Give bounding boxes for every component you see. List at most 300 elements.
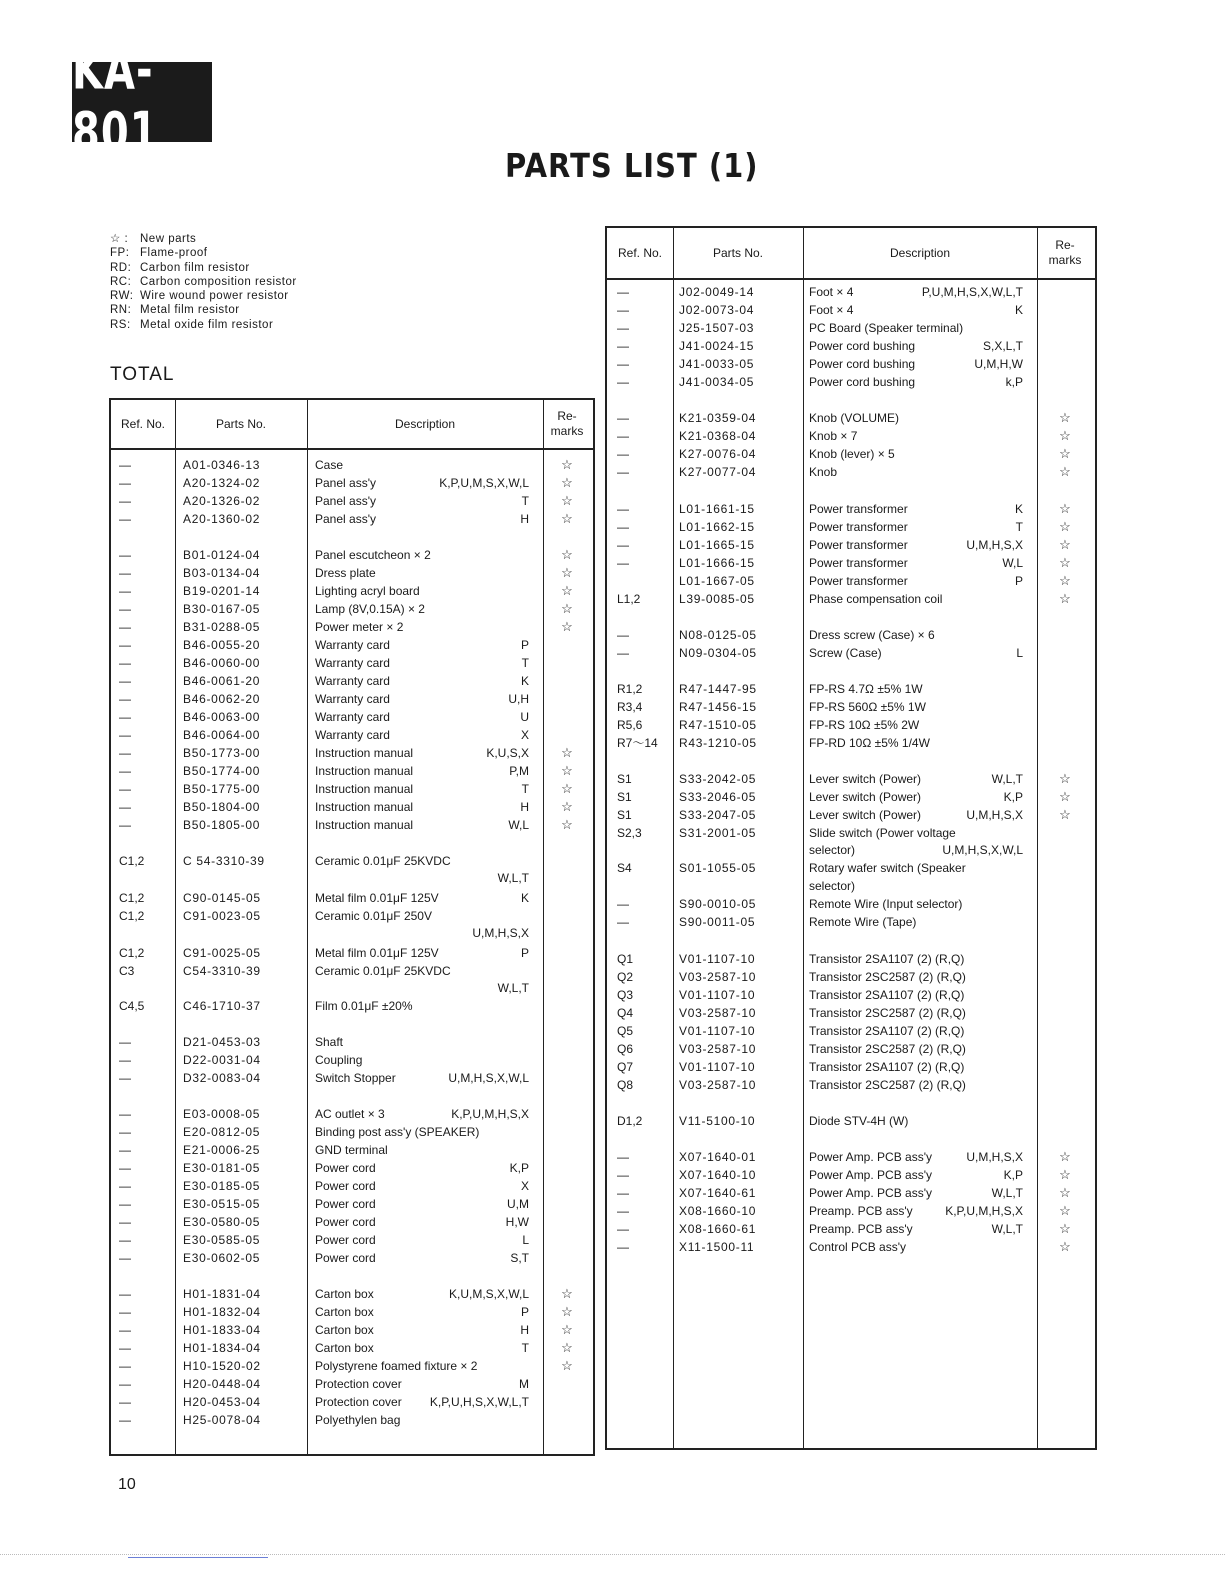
parts-no-cell: B46-0063-00 [183, 710, 261, 724]
table-row [111, 546, 593, 564]
legend-key: RC: [110, 275, 132, 288]
remarks-cell: ☆ [1059, 428, 1071, 443]
description-cell: Power cord [315, 1215, 376, 1229]
destination-codes: H [520, 800, 529, 814]
description-cell: Transistor 2SC2587 (2) (R,Q) [809, 1078, 966, 1092]
ref-no-cell: — [617, 1240, 629, 1254]
description-cell: Foot × 4 [809, 303, 854, 317]
description-cell: Power transformer [809, 538, 908, 552]
destination-codes: T [521, 656, 529, 670]
remarks-cell: ☆ [561, 1358, 573, 1373]
table-row [607, 680, 1095, 698]
parts-no-cell: N08-0125-05 [679, 628, 757, 642]
ref-no-cell: — [119, 1377, 131, 1391]
ref-no-cell: — [119, 494, 131, 508]
ref-no-cell: — [119, 1107, 131, 1121]
parts-no-cell: J41-0033-05 [679, 357, 755, 371]
description-cell: Panel ass'y [315, 512, 376, 526]
description-cell: FP-RD 10Ω ±5% 1/4W [809, 736, 930, 750]
description-cell: Lamp (8V,0.15A) × 2 [315, 602, 425, 616]
parts-no-cell: R47-1456-15 [679, 700, 757, 714]
table-row [111, 816, 593, 834]
table-row [111, 889, 593, 907]
description-cell: Rotary wafer switch (Speaker [809, 861, 966, 875]
parts-table-left [109, 398, 595, 1456]
description-cell: Preamp. PCB ass'y [809, 1222, 913, 1236]
ref-no-cell: Q3 [617, 988, 634, 1002]
description-cell: Transistor 2SC2587 (2) (R,Q) [809, 970, 966, 984]
ref-no-cell: — [119, 1287, 131, 1301]
description-cell: Knob × 7 [809, 429, 858, 443]
description-cell: Protection cover [315, 1377, 402, 1391]
parts-no-cell: B50-1773-00 [183, 746, 261, 760]
parts-no-cell: C 54-3310-39 [183, 854, 265, 868]
ref-no-cell: — [119, 476, 131, 490]
parts-no-cell: C91-0023-05 [183, 909, 261, 923]
ref-no-cell: — [119, 746, 131, 760]
parts-no-cell: E30-0602-05 [183, 1251, 261, 1265]
destination-codes: U,M,H,S,X [966, 1150, 1023, 1164]
parts-no-cell: B30-0167-05 [183, 602, 261, 616]
ref-no-cell: C1,2 [119, 854, 145, 868]
description-cell: Transistor 2SA1107 (2) (R,Q) [809, 1060, 965, 1074]
description-cell: Coupling [315, 1053, 363, 1067]
destination-codes: W,L,T [991, 1186, 1023, 1200]
table-row [111, 690, 593, 708]
parts-no-cell: L01-1665-15 [679, 538, 755, 552]
parts-no-cell: H01-1833-04 [183, 1323, 261, 1337]
remarks-cell: ☆ [1059, 1149, 1071, 1164]
remarks-cell: ☆ [561, 1322, 573, 1337]
model-logo [72, 39, 212, 165]
description-cell: Power meter × 2 [315, 620, 404, 634]
destination-codes: K,P,U,H,S,X,W,L,T [429, 1395, 529, 1409]
ref-no-cell: — [119, 1161, 131, 1175]
table-row [607, 536, 1095, 554]
ref-no-cell: — [119, 458, 131, 472]
ref-no-cell: — [119, 1197, 131, 1211]
legend-key: RN: [110, 304, 132, 317]
table-row [111, 869, 593, 887]
description-cell: AC outlet × 3 [315, 1107, 385, 1121]
table-row [607, 895, 1095, 913]
remarks-cell: ☆ [1059, 807, 1071, 822]
remarks-cell: ☆ [1059, 519, 1071, 534]
parts-table-right [605, 226, 1097, 1450]
ref-no-cell: — [119, 1251, 131, 1265]
destination-codes: P,U,M,H,S,X,W,L,T [921, 285, 1023, 299]
description-cell: Film 0.01μF ±20% [315, 999, 413, 1013]
parts-no-cell: H20-0448-04 [183, 1377, 261, 1391]
legend-key: FP: [110, 247, 130, 260]
table-row [111, 1213, 593, 1231]
remarks-cell: ☆ [561, 745, 573, 760]
parts-no-cell: L01-1667-05 [679, 574, 755, 588]
table-row [607, 1220, 1095, 1238]
description-cell: selector) [809, 879, 856, 893]
table-row [111, 1249, 593, 1267]
destination-codes: K [520, 891, 529, 905]
description-cell: Remote Wire (Input selector) [809, 897, 963, 911]
description-cell: Binding post ass'y (SPEAKER) [315, 1125, 480, 1139]
description-cell: Warranty card [315, 674, 390, 688]
description-cell: Dress screw (Case) × 6 [809, 628, 935, 642]
ref-no-cell: S1 [617, 808, 632, 822]
table-row [111, 997, 593, 1015]
table-row [607, 913, 1095, 931]
parts-no-cell: H01-1832-04 [183, 1305, 261, 1319]
ref-no-cell: — [119, 1035, 131, 1049]
description-cell: Case [315, 458, 344, 472]
table-row [111, 1339, 593, 1357]
description-cell: Power transformer [809, 556, 908, 570]
ref-no-cell: — [119, 1143, 131, 1157]
table-row [607, 841, 1095, 859]
parts-no-cell: B46-0055-20 [183, 638, 261, 652]
description-cell: Power transformer [809, 520, 908, 534]
table-header [607, 228, 1095, 280]
parts-no-cell: D32-0083-04 [183, 1071, 261, 1085]
ref-no-cell: R5,6 [617, 718, 643, 732]
parts-no-cell: K27-0076-04 [679, 447, 757, 461]
destination-codes: T [1015, 520, 1023, 534]
description-cell: Knob [809, 465, 838, 479]
description-cell: Carton box [315, 1341, 374, 1355]
remarks-cell: ☆ [1059, 1239, 1071, 1254]
parts-no-cell: B46-0060-00 [183, 656, 261, 670]
description-cell: Instruction manual [315, 764, 414, 778]
parts-no-cell: J25-1507-03 [679, 321, 755, 335]
table-row [607, 554, 1095, 572]
page-title: PARTS LIST (1) [505, 146, 759, 186]
table-row [111, 564, 593, 582]
remarks-cell: ☆ [1059, 410, 1071, 425]
description-cell: Protection cover [315, 1395, 402, 1409]
table-row [111, 1051, 593, 1069]
legend-item [110, 289, 297, 303]
ref-no-cell: S1 [617, 790, 632, 804]
ref-no-cell: D1,2 [617, 1114, 643, 1128]
table-row [111, 636, 593, 654]
parts-no-cell: E30-0185-05 [183, 1179, 261, 1193]
ref-no-cell: Q8 [617, 1078, 634, 1092]
parts-no-cell: K21-0359-04 [679, 411, 757, 425]
ref-no-cell: — [617, 1186, 629, 1200]
table-row [607, 859, 1095, 877]
ref-no-cell: C1,2 [119, 909, 145, 923]
table-row [607, 877, 1095, 895]
table-row [111, 456, 593, 474]
ref-no-cell: — [617, 502, 629, 516]
table-row [607, 626, 1095, 644]
destination-codes: U,M,H,S,X [472, 926, 529, 940]
description-cell: FP-RS 10Ω ±5% 2W [809, 718, 920, 732]
table-row [607, 734, 1095, 752]
description-cell: Power Amp. PCB ass'y [809, 1186, 932, 1200]
destination-codes: K,P,U,M,S,X,W,L [439, 476, 529, 490]
parts-no-cell: V11-5100-10 [679, 1114, 756, 1128]
destination-codes: P [520, 946, 529, 960]
description-cell: FP-RS 560Ω ±5% 1W [809, 700, 926, 714]
ref-no-cell: C1,2 [119, 891, 145, 905]
remarks-cell: ☆ [1059, 446, 1071, 461]
destination-codes: P [520, 638, 529, 652]
parts-no-cell: L01-1661-15 [679, 502, 755, 516]
ref-no-cell: — [119, 638, 131, 652]
ref-no-cell: — [617, 285, 629, 299]
description-cell: Carton box [315, 1323, 374, 1337]
parts-no-cell: X07-1640-10 [679, 1168, 757, 1182]
ref-no-cell: — [617, 1150, 629, 1164]
legend-key: ☆ : [110, 233, 129, 245]
description-cell: Power cord bushing [809, 339, 916, 353]
destination-codes: H,W [505, 1215, 529, 1229]
ref-no-cell: — [119, 1305, 131, 1319]
table-row [607, 644, 1095, 662]
table-row [607, 1112, 1095, 1130]
parts-no-cell: L01-1666-15 [679, 556, 755, 570]
description-cell: Ceramic 0.01μF 25KVDC [315, 854, 451, 868]
ref-no-cell: — [617, 303, 629, 317]
remarks-cell: ☆ [1059, 1185, 1071, 1200]
description-cell: Panel ass'y [315, 494, 376, 508]
destination-codes: K [520, 674, 529, 688]
remarks-cell: ☆ [1059, 537, 1071, 552]
parts-no-cell: X07-1640-01 [679, 1150, 757, 1164]
remarks-cell: ☆ [561, 547, 573, 562]
table-row [111, 962, 593, 980]
parts-no-cell: R43-1210-05 [679, 736, 757, 750]
table-row [111, 780, 593, 798]
destination-codes: K,P [1003, 790, 1023, 804]
table-row [607, 1202, 1095, 1220]
parts-no-cell: C54-3310-39 [183, 964, 261, 978]
description-cell: Warranty card [315, 710, 390, 724]
destination-codes: K,P,U,M,H,S,X [945, 1204, 1023, 1218]
description-cell: Lever switch (Power) [809, 772, 922, 786]
parts-no-cell: C46-1710-37 [183, 999, 261, 1013]
parts-no-cell: V03-2587-10 [679, 1042, 757, 1056]
legend-text: Metal film resistor [140, 304, 240, 317]
col-description: Description [889, 245, 951, 260]
destination-codes: U,M,H,S,X,W,L [448, 1071, 529, 1085]
description-cell: Power cord [315, 1197, 376, 1211]
parts-no-cell: R47-1510-05 [679, 718, 757, 732]
destination-codes: U,H [508, 692, 529, 706]
ref-no-cell: — [617, 339, 629, 353]
parts-no-cell: B03-0134-04 [183, 566, 261, 580]
description-cell: Power cord [315, 1233, 376, 1247]
legend-key: RS: [110, 318, 131, 331]
description-cell: Power cord [315, 1161, 376, 1175]
remarks-cell: ☆ [1059, 1203, 1071, 1218]
remarks-cell: ☆ [561, 781, 573, 796]
parts-no-cell: B46-0061-20 [183, 674, 261, 688]
parts-no-cell: J02-0049-14 [679, 285, 755, 299]
ref-no-cell: L1,2 [617, 592, 641, 606]
ref-no-cell: — [119, 512, 131, 526]
legend-item [110, 275, 297, 289]
description-cell: Warranty card [315, 656, 390, 670]
ref-no-cell: — [617, 429, 629, 443]
parts-no-cell: L39-0085-05 [679, 592, 755, 606]
ref-no-cell: — [617, 1204, 629, 1218]
ref-no-cell: — [119, 782, 131, 796]
parts-no-cell: S33-2046-05 [679, 790, 757, 804]
parts-no-cell: S90-0011-05 [679, 915, 756, 929]
ref-no-cell: — [119, 1395, 131, 1409]
destination-codes: P [1014, 574, 1023, 588]
description-cell: Carton box [315, 1287, 374, 1301]
scan-edge-line [0, 1554, 1225, 1555]
destination-codes: X [520, 728, 529, 742]
description-cell: Foot × 4 [809, 285, 854, 299]
col-ref-no: Ref. No. [120, 416, 165, 431]
table-row [607, 1184, 1095, 1202]
remarks-cell: ☆ [1059, 591, 1071, 606]
ref-no-cell: Q7 [617, 1060, 634, 1074]
table-row [111, 1141, 593, 1159]
parts-no-cell: A01-0346-13 [183, 458, 261, 472]
description-cell: FP-RS 4.7Ω ±5% 1W [809, 682, 923, 696]
table-row [111, 744, 593, 762]
destination-codes: K,P [509, 1161, 529, 1175]
ref-no-cell: — [617, 321, 629, 335]
parts-no-cell: C90-0145-05 [183, 891, 261, 905]
col-remarks: Re- marks [550, 409, 584, 438]
remarks-cell: ☆ [561, 583, 573, 598]
ref-no-cell: Q5 [617, 1024, 634, 1038]
description-cell: Instruction manual [315, 782, 414, 796]
table-row [607, 572, 1095, 590]
destination-codes: L [522, 1233, 529, 1247]
table-row [111, 1105, 593, 1123]
destination-codes: X [520, 1179, 529, 1193]
table-row [607, 950, 1095, 968]
description-cell: Ceramic 0.01μF 25KVDC [315, 964, 451, 978]
destination-codes: k,P [1005, 375, 1023, 389]
legend-item [110, 246, 297, 260]
ref-no-cell: R1,2 [617, 682, 643, 696]
table-row [607, 824, 1095, 842]
description-cell: Knob (VOLUME) [809, 411, 900, 425]
remarks-cell: ☆ [561, 493, 573, 508]
ref-no-cell: — [119, 1323, 131, 1337]
destination-codes: W,L,T [991, 772, 1023, 786]
description-cell: Phase compensation coil [809, 592, 943, 606]
table-row [111, 510, 593, 528]
ref-no-cell: — [617, 1222, 629, 1236]
table-row [607, 1238, 1095, 1256]
destination-codes: P [520, 1305, 529, 1319]
table-row [607, 770, 1095, 788]
description-cell: Warranty card [315, 638, 390, 652]
parts-no-cell: J41-0024-15 [679, 339, 755, 353]
description-cell: Transistor 2SC2587 (2) (R,Q) [809, 1042, 966, 1056]
destination-codes: K [1014, 303, 1023, 317]
ref-no-cell: — [119, 1053, 131, 1067]
remarks-cell: ☆ [1059, 1221, 1071, 1236]
table-row [607, 1022, 1095, 1040]
destination-codes: U,M,H,S,X,W,L [942, 843, 1023, 857]
ref-no-cell: — [617, 375, 629, 389]
table-row [607, 1040, 1095, 1058]
destination-codes: H [520, 512, 529, 526]
parts-no-cell: S90-0010-05 [679, 897, 757, 911]
legend-item [110, 232, 297, 246]
destination-codes: L [1016, 646, 1023, 660]
remarks-cell: ☆ [561, 457, 573, 472]
description-cell: Slide switch (Power voltage [809, 826, 956, 840]
remarks-cell: ☆ [561, 619, 573, 634]
table-row [111, 1375, 593, 1393]
ref-no-cell: — [119, 1359, 131, 1373]
remarks-cell: ☆ [561, 799, 573, 814]
description-cell: Switch Stopper [315, 1071, 396, 1085]
table-row [111, 618, 593, 636]
destination-codes: T [521, 1341, 529, 1355]
table-row [111, 1195, 593, 1213]
parts-no-cell: E30-0515-05 [183, 1197, 261, 1211]
parts-no-cell: H01-1834-04 [183, 1341, 261, 1355]
description-cell: Power transformer [809, 502, 908, 516]
destination-codes: T [521, 782, 529, 796]
table-row [111, 1177, 593, 1195]
parts-no-cell: C91-0025-05 [183, 946, 261, 960]
ref-no-cell: — [119, 566, 131, 580]
parts-no-cell: X08-1660-10 [679, 1204, 757, 1218]
legend-key: RD: [110, 261, 132, 274]
table-row [607, 1076, 1095, 1094]
parts-no-cell: V01-1107-10 [679, 1060, 756, 1074]
description-cell: Diode STV-4H (W) [809, 1114, 909, 1128]
description-cell: Lever switch (Power) [809, 808, 922, 822]
remarks-cell: ☆ [561, 565, 573, 580]
table-row [607, 1058, 1095, 1076]
destination-codes: W,L,T [497, 981, 529, 995]
destination-codes: U,M [507, 1197, 529, 1211]
description-cell: Screw (Case) [809, 646, 882, 660]
parts-no-cell: X08-1660-61 [679, 1222, 757, 1236]
description-cell: Power cord [315, 1179, 376, 1193]
description-cell: Preamp. PCB ass'y [809, 1204, 913, 1218]
ref-no-cell: R3,4 [617, 700, 643, 714]
remarks-cell: ☆ [1059, 1167, 1071, 1182]
col-ref-no: Ref. No. [617, 245, 662, 260]
description-cell: Power cord [315, 1251, 376, 1265]
ref-no-cell: — [119, 800, 131, 814]
destination-codes: K,U,S,X [486, 746, 529, 760]
remarks-cell: ☆ [561, 475, 573, 490]
table-row [111, 492, 593, 510]
description-cell: Transistor 2SC2587 (2) (R,Q) [809, 1006, 966, 1020]
parts-no-cell: E30-0181-05 [183, 1161, 261, 1175]
ref-no-cell: — [119, 728, 131, 742]
ref-no-cell: — [119, 710, 131, 724]
ref-no-cell: — [119, 674, 131, 688]
table-row [111, 1033, 593, 1051]
ref-no-cell: — [119, 692, 131, 706]
table-row [111, 474, 593, 492]
remarks-cell: ☆ [561, 1304, 573, 1319]
ref-no-cell: — [617, 465, 629, 479]
destination-codes: M [519, 1377, 529, 1391]
table-row [111, 907, 593, 925]
table-row [111, 924, 593, 942]
ref-no-cell: — [119, 656, 131, 670]
parts-no-cell: A20-1360-02 [183, 512, 261, 526]
description-cell: Dress plate [315, 566, 376, 580]
